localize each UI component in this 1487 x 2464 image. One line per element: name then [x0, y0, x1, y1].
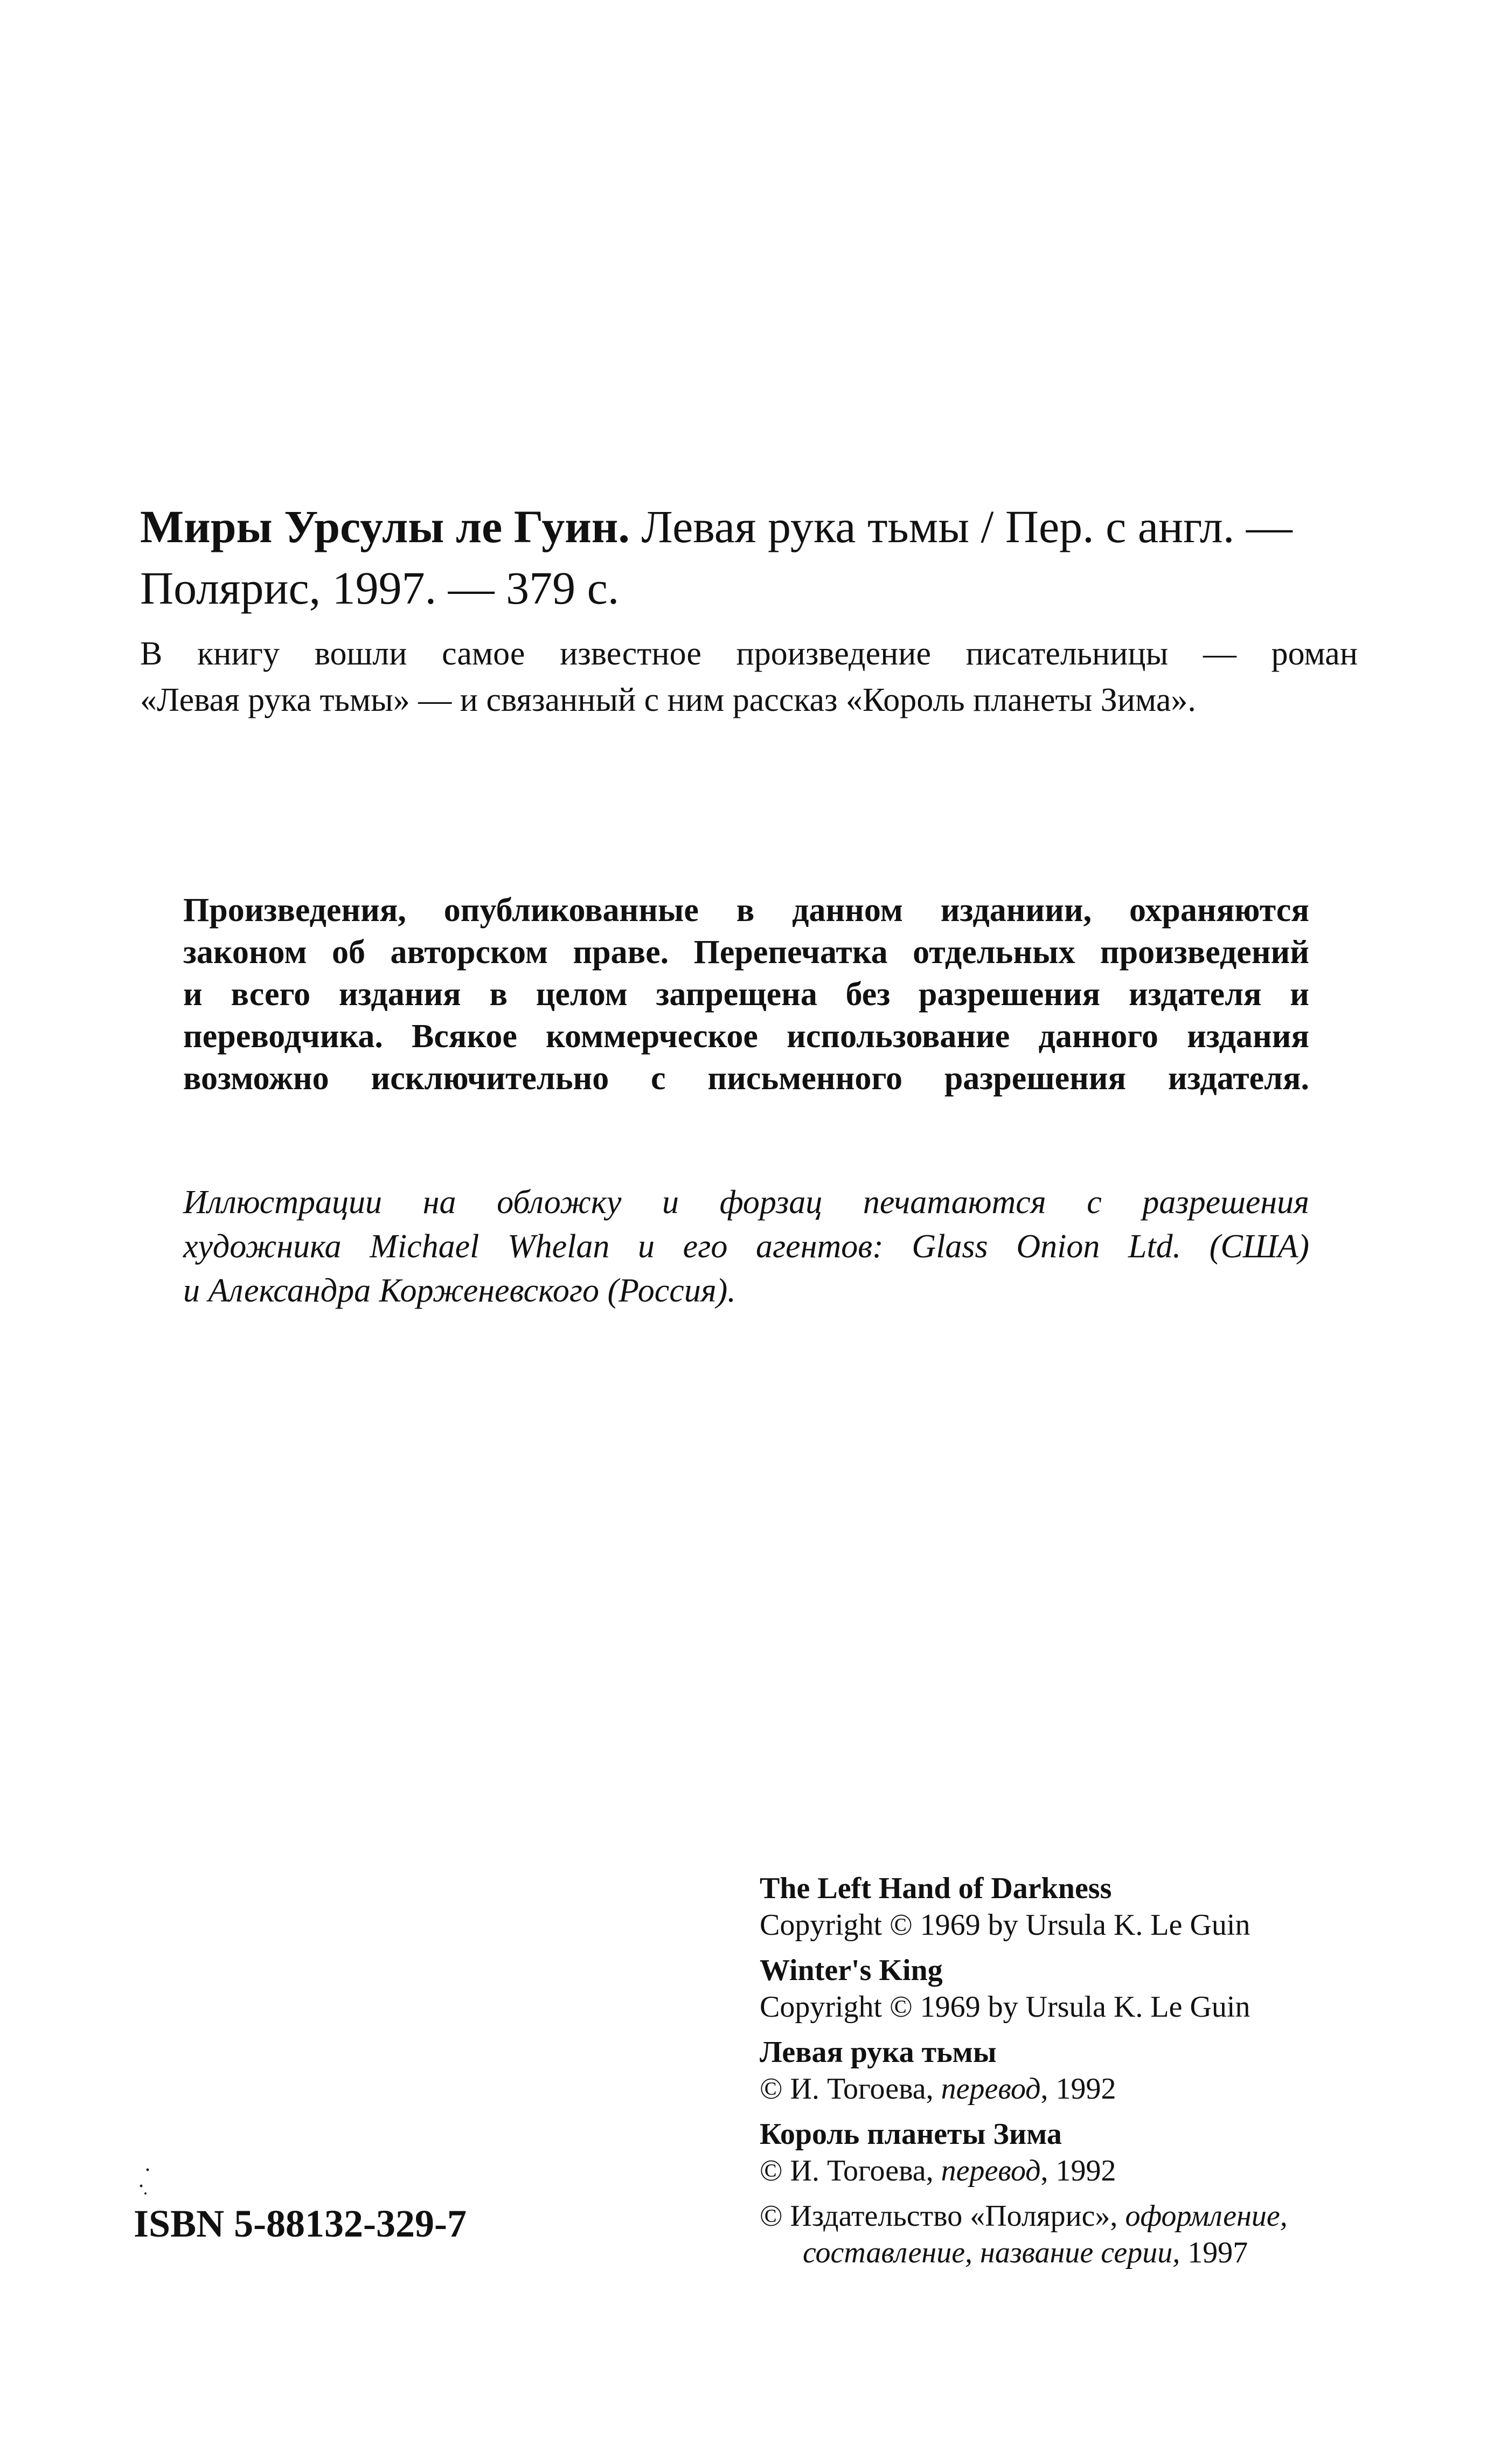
illus-line-1: Иллюстрации на обложку и форзац печатаются с разрешения [183, 1184, 1309, 1221]
notice-line-4: переводчика. Всякое коммерческое использование данного издания [183, 1018, 1309, 1055]
copyright-holder: © И. Тогоева, [760, 2154, 941, 2188]
copyright-line [760, 2152, 1379, 2189]
notice-line-2: законом об авторском праве. Перепечатка отдельных произведений [183, 934, 1309, 971]
copyright-role: перевод [941, 2072, 1041, 2106]
copyright-title: Левая рука тьмы [760, 2036, 997, 2069]
copyright-line: Copyright © 1969 by Ursula K. Le Guin [760, 1908, 1250, 1942]
publisher-role-2: составление, название серии, [803, 2236, 1180, 2269]
annotation [140, 631, 1358, 723]
isbn: ISBN 5-88132-329-7 [134, 2202, 467, 2245]
copyright-title: The Left Hand of Darkness [760, 1872, 1112, 1905]
copyright-role: перевод [941, 2154, 1041, 2188]
publisher-role-1: оформление, [1125, 2199, 1288, 2233]
copyright-entry [760, 1952, 1379, 2025]
copyright-list [760, 1870, 1379, 2280]
copyright-line: Copyright © 1969 by Ursula K. Le Guin [760, 1990, 1250, 2024]
bib-line-2: Полярис, 1997. — 379 с. [140, 562, 620, 614]
publisher-copyright [760, 2198, 1379, 2271]
notice-line-5: возможно исключительно с письменного разрешения издателя. [183, 1060, 1309, 1097]
copyright-entry [760, 2034, 1379, 2107]
bib-line-1 [140, 496, 1358, 557]
print-specks [138, 2165, 154, 2198]
bibliographic-entry [140, 496, 1358, 619]
bib-title: Левая рука тьмы / Пер. с англ. — [629, 501, 1293, 552]
copyright-title: Winter's King [760, 1954, 943, 1987]
copyright-holder: © И. Тогоева, [760, 2072, 941, 2106]
bib-author: Миры Урсулы ле Гуин. [140, 501, 630, 552]
copyright-year: , 1992 [1040, 2072, 1116, 2106]
copyright-entry [760, 2116, 1379, 2189]
publisher-year: 1997 [1180, 2236, 1248, 2269]
illus-line-2: художника Michael Whelan и его агентов: Glass Onion Ltd. (США) [183, 1228, 1309, 1265]
copyright-notice [183, 889, 1309, 1099]
notice-line-1: Произведения, опубликованные в данном изданиии, охраняются [183, 892, 1309, 929]
copyright-entry [760, 1870, 1379, 1943]
publisher-line-1 [760, 2198, 1379, 2234]
publisher-line-2 [760, 2234, 1379, 2271]
illustrations-credit [183, 1180, 1309, 1313]
annotation-line-1: В книгу вошли самое известное произведение писательницы — роман [140, 635, 1358, 672]
notice-line-3: и всего издания в целом запрещена без разрешения издателя и [183, 976, 1309, 1013]
copyright-title: Король планеты Зима [760, 2117, 1062, 2151]
illus-line-3: и Александра Корженевского (Россия). [183, 1272, 736, 1309]
annotation-line-2: «Левая рука тьмы» — и связанный с ним рассказ «Король планеты Зима». [140, 682, 1196, 718]
publisher-name: © Издательство «Полярис», [760, 2199, 1125, 2233]
copyright-line [760, 2071, 1379, 2107]
copyright-year: , 1992 [1040, 2154, 1116, 2188]
